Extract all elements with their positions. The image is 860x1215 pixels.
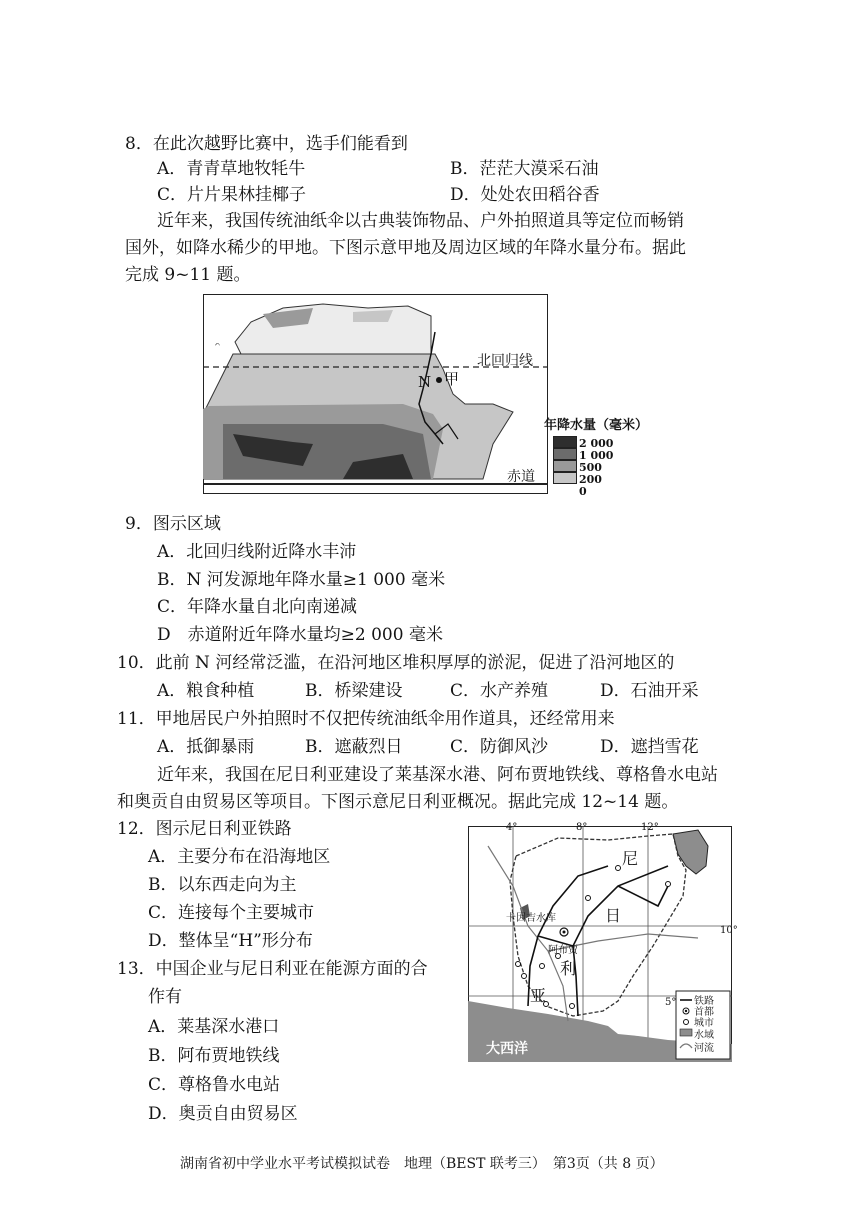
page-footer: 湖南省初中学业水平考试模拟试卷 地理（BEST 联考三） 第3页（共 8 页） — [180, 1156, 664, 1172]
q11-option-d: D．遮挡雪花 — [600, 737, 699, 757]
legend-railway: 铁路 — [694, 996, 714, 1007]
legend-water: 水域 — [694, 1030, 714, 1041]
river-n-label: N — [418, 373, 432, 391]
q13-option-a: A．莱基深水港口 — [148, 1017, 280, 1037]
q11-option-b: B．遮蔽烈日 — [305, 737, 403, 757]
country-char-2: 日 — [605, 906, 622, 925]
legend-swatch-200 — [553, 472, 577, 484]
lon-label-8: 8° — [576, 822, 588, 833]
q13-stem-line-1: 13．中国企业与尼日利亚在能源方面的合 — [117, 959, 428, 979]
q9-option-c: C．年降水量自北向南递减 — [157, 597, 358, 617]
legend-swatch-2000 — [553, 436, 577, 448]
q8-option-d: D．处处农田稻谷香 — [450, 185, 600, 205]
legend-swatch-1000 — [553, 448, 577, 460]
lat-label-5: 5° — [665, 997, 677, 1008]
q9-stem: 9．图示区域 — [125, 514, 221, 534]
q13-option-c: C．尊格鲁水电站 — [148, 1075, 281, 1095]
q11-option-a: A．抵御暴雨 — [157, 737, 255, 757]
lon-label-12: 12° — [641, 822, 659, 833]
legend-value-1000: 1 000 — [579, 449, 614, 462]
capital-label: 阿布贾 — [548, 945, 578, 956]
q10-option-a: A．粮食种植 — [157, 681, 255, 701]
legend-city: 城市 — [694, 1018, 714, 1029]
q8-option-b: B．茫茫大漠采石油 — [450, 159, 599, 179]
legend-value-200: 200 — [579, 473, 602, 486]
lon-label-4: 4° — [506, 822, 518, 833]
q8-option-a: A．青青草地牧牦牛 — [157, 159, 306, 179]
q9-option-d: D 赤道附近年降水量均≥2 000 毫米 — [157, 625, 443, 645]
q12-option-c: C．连接每个主要城市 — [148, 903, 315, 923]
q13-stem-line-2: 作有 — [148, 987, 182, 1007]
q10-option-b: B．桥梁建设 — [305, 681, 403, 701]
svg-text:ᨈ: ᨈ — [215, 340, 221, 348]
intro1-line-2: 国外，如降水稀少的甲地。下图示意甲地及周边区域的年降水量分布。据此 — [125, 238, 686, 258]
intro1-line-1: 近年来，我国传统油纸伞以古典装饰物品、户外拍照道具等定位而畅销 — [157, 211, 684, 231]
intro1-line-3: 完成 9~11 题。 — [125, 265, 251, 285]
q13-option-b: B．阿布贾地铁线 — [148, 1046, 280, 1066]
country-char-3: 利 — [560, 959, 577, 978]
q12-option-a: A．主要分布在沿海地区 — [148, 847, 331, 867]
legend-value-2000: 2 000 — [579, 437, 614, 450]
q9-option-a: A．北回归线附近降水丰沛 — [157, 542, 357, 562]
equator-label: 赤道 — [507, 469, 535, 485]
q12-stem: 12．图示尼日利亚铁路 — [117, 819, 292, 839]
intro2-line-1: 近年来，我国在尼日利亚建设了莱基深水港、阿布贾地铁线、尊格鲁水电站 — [157, 765, 718, 785]
q10-option-d: D．石油开采 — [600, 681, 699, 701]
q11-option-c: C．防御风沙 — [450, 737, 549, 757]
intro2-line-2: 和奥贡自由贸易区等项目。下图示意尼日利亚概况。据此完成 12~14 题。 — [117, 792, 679, 812]
country-char-4: 亚 — [530, 986, 547, 1005]
place-jia-label: 甲 — [444, 370, 460, 388]
q10-stem: 10．此前 N 河经常泛滥，在沿河地区堆积厚厚的淤泥，促进了沿河地区的 — [117, 653, 675, 673]
q10-option-c: C．水产养殖 — [450, 681, 549, 701]
ocean-label: 大西洋 — [486, 1041, 528, 1057]
q8-option-c: C．片片果林挂椰子 — [157, 185, 307, 205]
q12-option-b: B．以东西走向为主 — [148, 875, 297, 895]
legend-value-0: 0 — [579, 485, 587, 498]
q13-option-d: D．奥贡自由贸易区 — [148, 1104, 298, 1124]
tropic-label: 北回归线 — [477, 353, 533, 369]
legend-swatch-500 — [553, 460, 577, 472]
legend-capital: 首都 — [694, 1007, 714, 1018]
africa-precipitation-map — [203, 294, 548, 494]
q11-stem: 11．甲地居民户外拍照时不仅把传统油纸伞用作道具，还经常用来 — [117, 709, 615, 729]
q12-option-d: D．整体呈“H”形分布 — [148, 931, 313, 951]
legend-river: 河流 — [694, 1043, 714, 1054]
country-char-1: 尼 — [622, 849, 639, 868]
legend-value-500: 500 — [579, 461, 602, 474]
q9-option-b: B．N 河发源地年降水量≥1 000 毫米 — [157, 570, 446, 590]
reservoir-label: 卡因吉水库 — [506, 913, 556, 924]
q8-stem: 8．在此次越野比赛中，选手们能看到 — [125, 134, 408, 154]
precipitation-legend-title: 年降水量（毫米） — [544, 418, 649, 433]
nigeria-map — [468, 826, 732, 1062]
lat-label-10: 10° — [720, 925, 738, 936]
